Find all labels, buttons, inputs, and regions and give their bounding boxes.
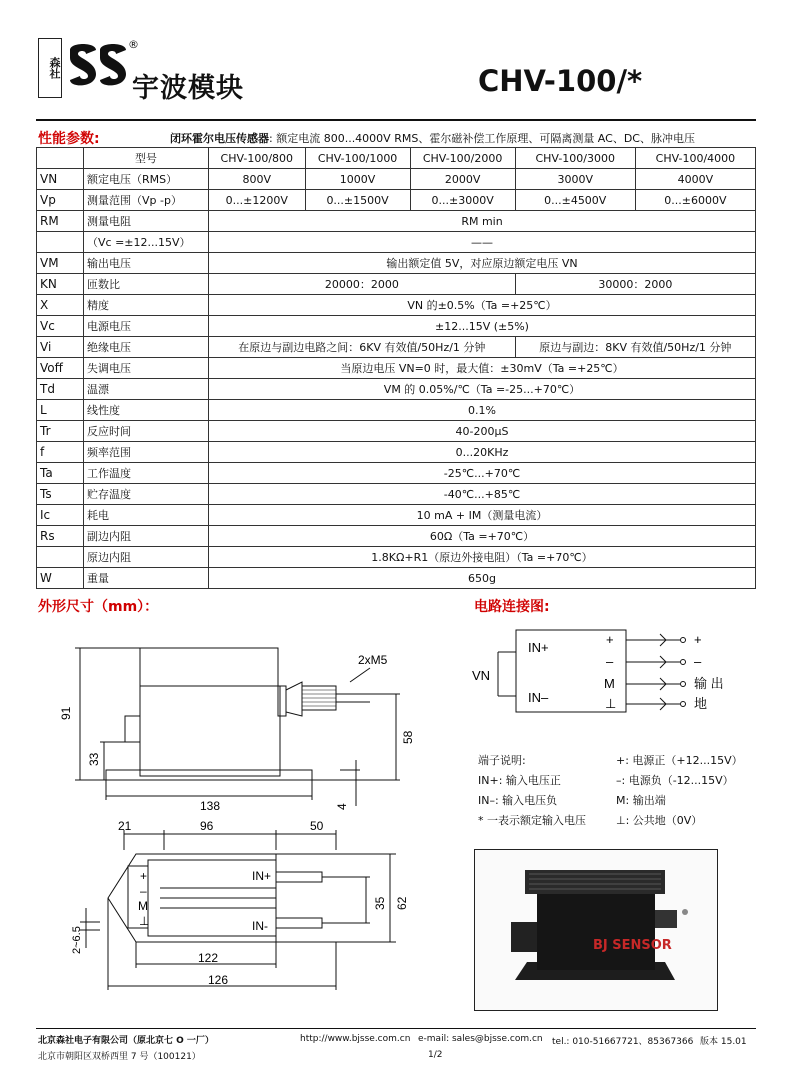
- table-cell: 当原边电压 VN=0 时，最大值：±30mV（Ta =+25℃）: [209, 358, 756, 379]
- table-cell: 测量电阻: [84, 211, 209, 232]
- table-cell: Rs: [37, 526, 84, 547]
- legend-m: M: 输出端: [616, 794, 666, 807]
- table-cell: 副边内阻: [84, 526, 209, 547]
- table-cell: 10 mA + IM（测量电流）: [209, 505, 756, 526]
- intro-lead: 闭环霍尔电压传感器: [170, 132, 269, 145]
- table-cell: 4000V: [635, 169, 755, 190]
- legend-minus: –: 电源负（-12...15V）: [616, 774, 734, 787]
- table-cell: [37, 148, 84, 169]
- table-cell: [37, 547, 84, 568]
- table-cell: 0...±3000V: [410, 190, 515, 211]
- brand-title: 宇波模块: [132, 73, 244, 104]
- table-cell: CHV-100/4000: [635, 148, 755, 169]
- circuit-t-gnd: ⊥: [605, 696, 617, 711]
- legend-plus: +: 电源正（+12...15V）: [616, 754, 743, 767]
- dim-50: 50: [310, 819, 324, 833]
- table-cell: 0...±6000V: [635, 190, 755, 211]
- spec-table: [36, 147, 756, 589]
- table-cell: 650g: [209, 568, 756, 589]
- intro-text: [170, 130, 695, 146]
- table-row: [37, 442, 756, 463]
- footer-tel: tel.: 010-51667721、85367366: [552, 1037, 694, 1047]
- dim-58: 58: [401, 730, 415, 744]
- table-row: [37, 568, 756, 589]
- footer-version: 版本 15.01: [700, 1037, 747, 1047]
- dim-screw: 2xM5: [358, 653, 388, 667]
- table-cell: Vp: [37, 190, 84, 211]
- table-cell: VM 的 0.05%/℃（Ta =-25...+70℃）: [209, 379, 756, 400]
- table-cell: KN: [37, 274, 84, 295]
- table-row: [37, 379, 756, 400]
- table-row: [37, 463, 756, 484]
- dim-126: 126: [208, 973, 229, 987]
- table-cell: W: [37, 568, 84, 589]
- table-cell: 贮存温度: [84, 484, 209, 505]
- dim-96: 96: [200, 819, 214, 833]
- table-cell: VN 的±0.5%（Ta =+25℃）: [209, 295, 756, 316]
- legend-title: 端子说明:: [478, 754, 526, 767]
- table-cell: 1000V: [305, 169, 410, 190]
- pin-gnd: ⊥: [139, 914, 150, 928]
- table-cell: CHV-100/800: [209, 148, 306, 169]
- header-rule: [36, 119, 756, 121]
- label-in-minus: IN-: [252, 919, 268, 933]
- product-photo: [474, 849, 718, 1011]
- table-cell: 绝缘电压: [84, 337, 209, 358]
- circuit-o-minus: –: [694, 654, 702, 669]
- table-row: [37, 400, 756, 421]
- side-terminal: [125, 716, 140, 742]
- dim-21: 21: [118, 819, 132, 833]
- table-row: [37, 316, 756, 337]
- table-cell: 1.8KΩ+R1（原边外接电阻）（Ta =+70℃）: [209, 547, 756, 568]
- table-cell: 40-200μS: [209, 421, 756, 442]
- product-illustration: [475, 850, 717, 1010]
- table-cell: 温漂: [84, 379, 209, 400]
- table-cell: 0...±4500V: [515, 190, 635, 211]
- table-cell: 3000V: [515, 169, 635, 190]
- section-title-circuit: 电路连接图:: [474, 599, 550, 615]
- table-cell: 精度: [84, 295, 209, 316]
- table-cell: Voff: [37, 358, 84, 379]
- legend-in-plus: IN+: 输入电压正: [478, 774, 561, 787]
- legend-in-minus: IN–: 输入电压负: [478, 794, 558, 807]
- legend-note: * 一表示额定输入电压: [478, 814, 586, 827]
- table-cell: CHV-100/3000: [515, 148, 635, 169]
- table-row: [37, 253, 756, 274]
- footer-page: 1/2: [428, 1050, 443, 1060]
- registered-mark: ®: [128, 38, 139, 51]
- table-cell: CHV-100/2000: [410, 148, 515, 169]
- table-cell: 工作温度: [84, 463, 209, 484]
- table-cell: 频率范围: [84, 442, 209, 463]
- table-cell: 0.1%: [209, 400, 756, 421]
- table-cell: Ic: [37, 505, 84, 526]
- footer-company: 北京森社电子有限公司（原北京七 O 一厂）: [38, 1036, 214, 1046]
- table-cell: 原边与副边：8KV 有效值/50Hz/1 分钟: [515, 337, 755, 358]
- table-row: [37, 526, 756, 547]
- circuit-o-out: 输 出: [694, 676, 724, 691]
- table-cell: 失调电压: [84, 358, 209, 379]
- table-cell: 输出电压: [84, 253, 209, 274]
- table-cell: 2000V: [410, 169, 515, 190]
- legend-gnd: ⊥: 公共地（0V）: [616, 814, 703, 827]
- table-row: [37, 274, 756, 295]
- table-cell: Tr: [37, 421, 84, 442]
- table-cell: -40℃...+85℃: [209, 484, 756, 505]
- table-row: [37, 547, 756, 568]
- circuit-t-plus: +: [606, 632, 614, 647]
- circuit-t-m: M: [604, 676, 615, 691]
- table-cell: Td: [37, 379, 84, 400]
- circuit-vn: VN: [472, 668, 491, 683]
- circuit-diagram: [470, 624, 760, 724]
- table-cell: Vi: [37, 337, 84, 358]
- table-cell: 800V: [209, 169, 306, 190]
- dim-35: 35: [373, 896, 387, 910]
- pin-plus: +: [140, 869, 148, 883]
- footer-web: http://www.bjsse.com.cn: [300, 1034, 411, 1044]
- table-cell: 0...±1200V: [209, 190, 306, 211]
- photo-watermark: BJ SENSOR: [593, 938, 672, 953]
- table-cell: [37, 232, 84, 253]
- intro-body: : 额定电流 800...4000V RMS、霍尔磁补偿工作原理、可隔离测量 AC、DC、脉冲电压: [269, 132, 695, 145]
- table-cell: 线性度: [84, 400, 209, 421]
- dim-33: 33: [87, 752, 101, 766]
- table-cell: 电源电压: [84, 316, 209, 337]
- table-cell: 测量范围（Vp -p）: [84, 190, 209, 211]
- table-cell: 原边内阻: [84, 547, 209, 568]
- table-cell: 在原边与副边电路之间：6KV 有效值/50Hz/1 分钟: [209, 337, 516, 358]
- circuit-in-minus: IN–: [528, 690, 549, 705]
- table-cell: -25℃...+70℃: [209, 463, 756, 484]
- table-cell: 重量: [84, 568, 209, 589]
- top-cover: [140, 648, 278, 686]
- table-cell: 输出额定值 5V，对应原边额定电压 VN: [209, 253, 756, 274]
- table-cell: （Vc =±12...15V）: [84, 232, 209, 253]
- table-cell: 60Ω（Ta =+70℃）: [209, 526, 756, 547]
- footer-email: e-mail: sales@bjsse.com.cn: [418, 1034, 543, 1044]
- table-cell: ±12...15V (±5%): [209, 316, 756, 337]
- circuit-t-minus: –: [606, 654, 614, 669]
- table-cell: 反应时间: [84, 421, 209, 442]
- table-cell: 额定电压（RMS）: [84, 169, 209, 190]
- table-cell: 0...±1500V: [305, 190, 410, 211]
- table-row: [37, 505, 756, 526]
- model-title: CHV-100/*: [478, 64, 643, 98]
- table-row: [37, 169, 756, 190]
- table-cell: RM: [37, 211, 84, 232]
- table-row: [37, 232, 756, 253]
- section-title-spec: 性能参数:: [38, 131, 100, 147]
- table-cell: 耗电: [84, 505, 209, 526]
- table-cell: VM: [37, 253, 84, 274]
- table-cell: f: [37, 442, 84, 463]
- table-cell: Ta: [37, 463, 84, 484]
- table-cell: X: [37, 295, 84, 316]
- pin-minus: –: [140, 884, 147, 898]
- table-cell: L: [37, 400, 84, 421]
- table-row: [37, 211, 756, 232]
- table-cell: 0...20KHz: [209, 442, 756, 463]
- circuit-o-plus: +: [694, 632, 702, 647]
- table-cell: 20000：2000: [209, 274, 516, 295]
- table-row: [37, 190, 756, 211]
- table-row: [37, 421, 756, 442]
- table-row: [37, 148, 756, 169]
- table-cell: 型号: [84, 148, 209, 169]
- table-cell: 30000：2000: [515, 274, 755, 295]
- dim-91: 91: [59, 706, 73, 720]
- label-in-plus: IN+: [252, 869, 272, 883]
- table-cell: CHV-100/1000: [305, 148, 410, 169]
- table-row: [37, 337, 756, 358]
- footer-address: 北京市朝阳区双桥西里 7 号（100121）: [38, 1052, 201, 1062]
- dim-4: 4: [335, 803, 349, 810]
- logo-mark: 森社: [38, 38, 62, 98]
- pin-m: M: [138, 899, 148, 913]
- dim-122: 122: [198, 951, 219, 965]
- table-row: [37, 295, 756, 316]
- side-view-drawing: [40, 620, 440, 815]
- table-row: [37, 484, 756, 505]
- table-cell: Ts: [37, 484, 84, 505]
- table-cell: ——: [209, 232, 756, 253]
- body: [140, 686, 280, 776]
- table-row: [37, 358, 756, 379]
- section-title-dimensions: 外形尺寸（mm）：: [38, 599, 159, 615]
- table-cell: RM min: [209, 211, 756, 232]
- table-cell: 匝数比: [84, 274, 209, 295]
- table-cell: VN: [37, 169, 84, 190]
- top-view-drawing: [40, 818, 420, 998]
- dim-62: 62: [395, 896, 409, 910]
- table-cell: Vc: [37, 316, 84, 337]
- circuit-o-gnd: 地: [694, 696, 708, 711]
- dim-138: 138: [200, 799, 221, 813]
- base-plate: [106, 770, 312, 780]
- dim-2-6.5: 2~6.5: [71, 926, 83, 954]
- circuit-in-plus: IN+: [528, 640, 549, 655]
- footer-rule: [36, 1028, 756, 1029]
